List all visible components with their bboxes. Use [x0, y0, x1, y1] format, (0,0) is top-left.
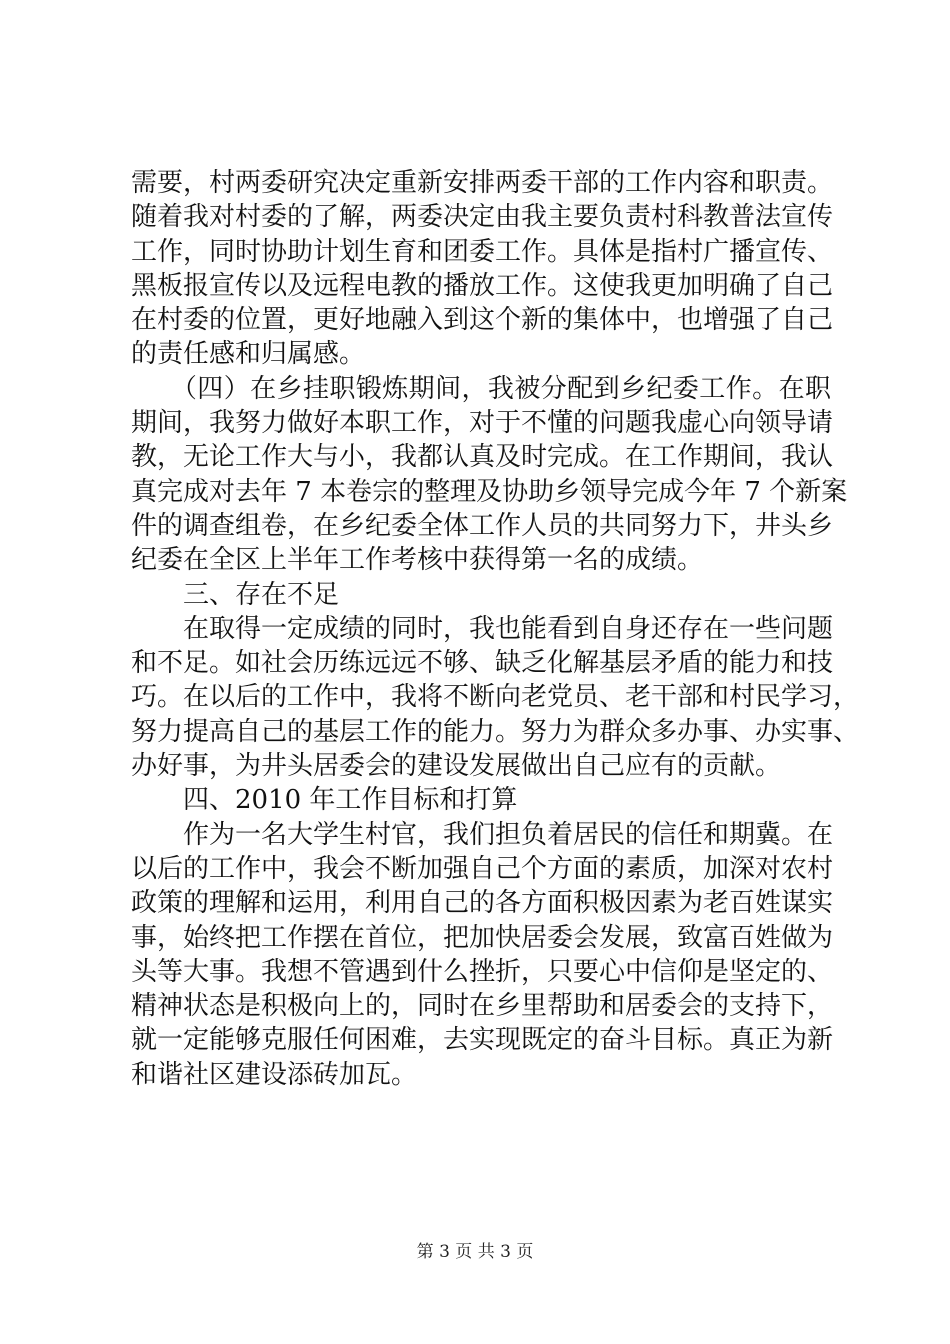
text-line: 和谐社区建设添砖加瓦。	[131, 1059, 418, 1090]
text-line: 件的调查组卷，在乡纪委全体工作人员的共同努力下，井头乡	[131, 510, 834, 541]
text-line: 头等大事。我想不管遇到什么挫折，只要心中信仰是坚定的、	[131, 956, 834, 987]
text-line: （四）在乡挂职锻炼期间，我被分配到乡纪委工作。在职	[131, 373, 831, 404]
text-line: 在村委的位置，更好地融入到这个新的集体中，也增强了自己	[131, 305, 834, 336]
text-line: 随着我对村委的了解，两委决定由我主要负责村科教普法宣传	[131, 202, 834, 233]
text-line: 的责任感和归属感。	[131, 339, 366, 370]
body-text	[131, 166, 860, 1092]
text-line: 四、2010 年工作目标和打算	[131, 785, 518, 816]
page-footer: 第 3 页 共 3 页	[416, 1242, 534, 1262]
text-line: 真完成对去年 7 本卷宗的整理及协助乡领导完成今年 7 个新案	[131, 476, 848, 507]
text-line: 教，无论工作大与小，我都认真及时完成。在工作期间，我认	[131, 442, 834, 473]
text-line: 纪委在全区上半年工作考核中获得第一名的成绩。	[131, 545, 704, 576]
text-line: 精神状态是积极向上的，同时在乡里帮助和居委会的支持下，	[131, 991, 834, 1022]
text-line: 努力提高自己的基层工作的能力。努力为群众多办事、办实事、	[131, 716, 860, 747]
text-line: 作为一名大学生村官，我们担负着居民的信任和期冀。在	[131, 819, 834, 850]
text-line: 就一定能够克服任何困难，去实现既定的奋斗目标。真正为新	[131, 1025, 834, 1056]
text-line: 黑板报宣传以及远程电教的播放工作。这使我更加明确了自己	[131, 270, 834, 301]
text-line: 和不足。如社会历练远远不够、缺乏化解基层矛盾的能力和技	[131, 648, 834, 679]
text-line: 以后的工作中，我会不断加强自己个方面的素质，加深对农村	[131, 853, 834, 884]
text-line: 期间，我努力做好本职工作，对于不懂的问题我虚心向领导请	[131, 408, 834, 439]
text-line: 巧。在以后的工作中，我将不断向老党员、老干部和村民学习，	[131, 682, 860, 713]
text-line: 政策的理解和运用，利用自己的各方面积极因素为老百姓谋实	[131, 888, 834, 919]
text-line: 工作，同时协助计划生育和团委工作。具体是指村广播宣传、	[131, 236, 834, 267]
text-line: 事，始终把工作摆在首位，把加快居委会发展，致富百姓做为	[131, 922, 834, 953]
text-line: 在取得一定成绩的同时，我也能看到自身还存在一些问题	[131, 613, 834, 644]
text-line: 需要，村两委研究决定重新安排两委干部的工作内容和职责。	[131, 168, 834, 198]
text-line: 办好事，为井头居委会的建设发展做出自己应有的贡献。	[131, 751, 782, 782]
text-line: 三、存在不足	[131, 579, 340, 610]
